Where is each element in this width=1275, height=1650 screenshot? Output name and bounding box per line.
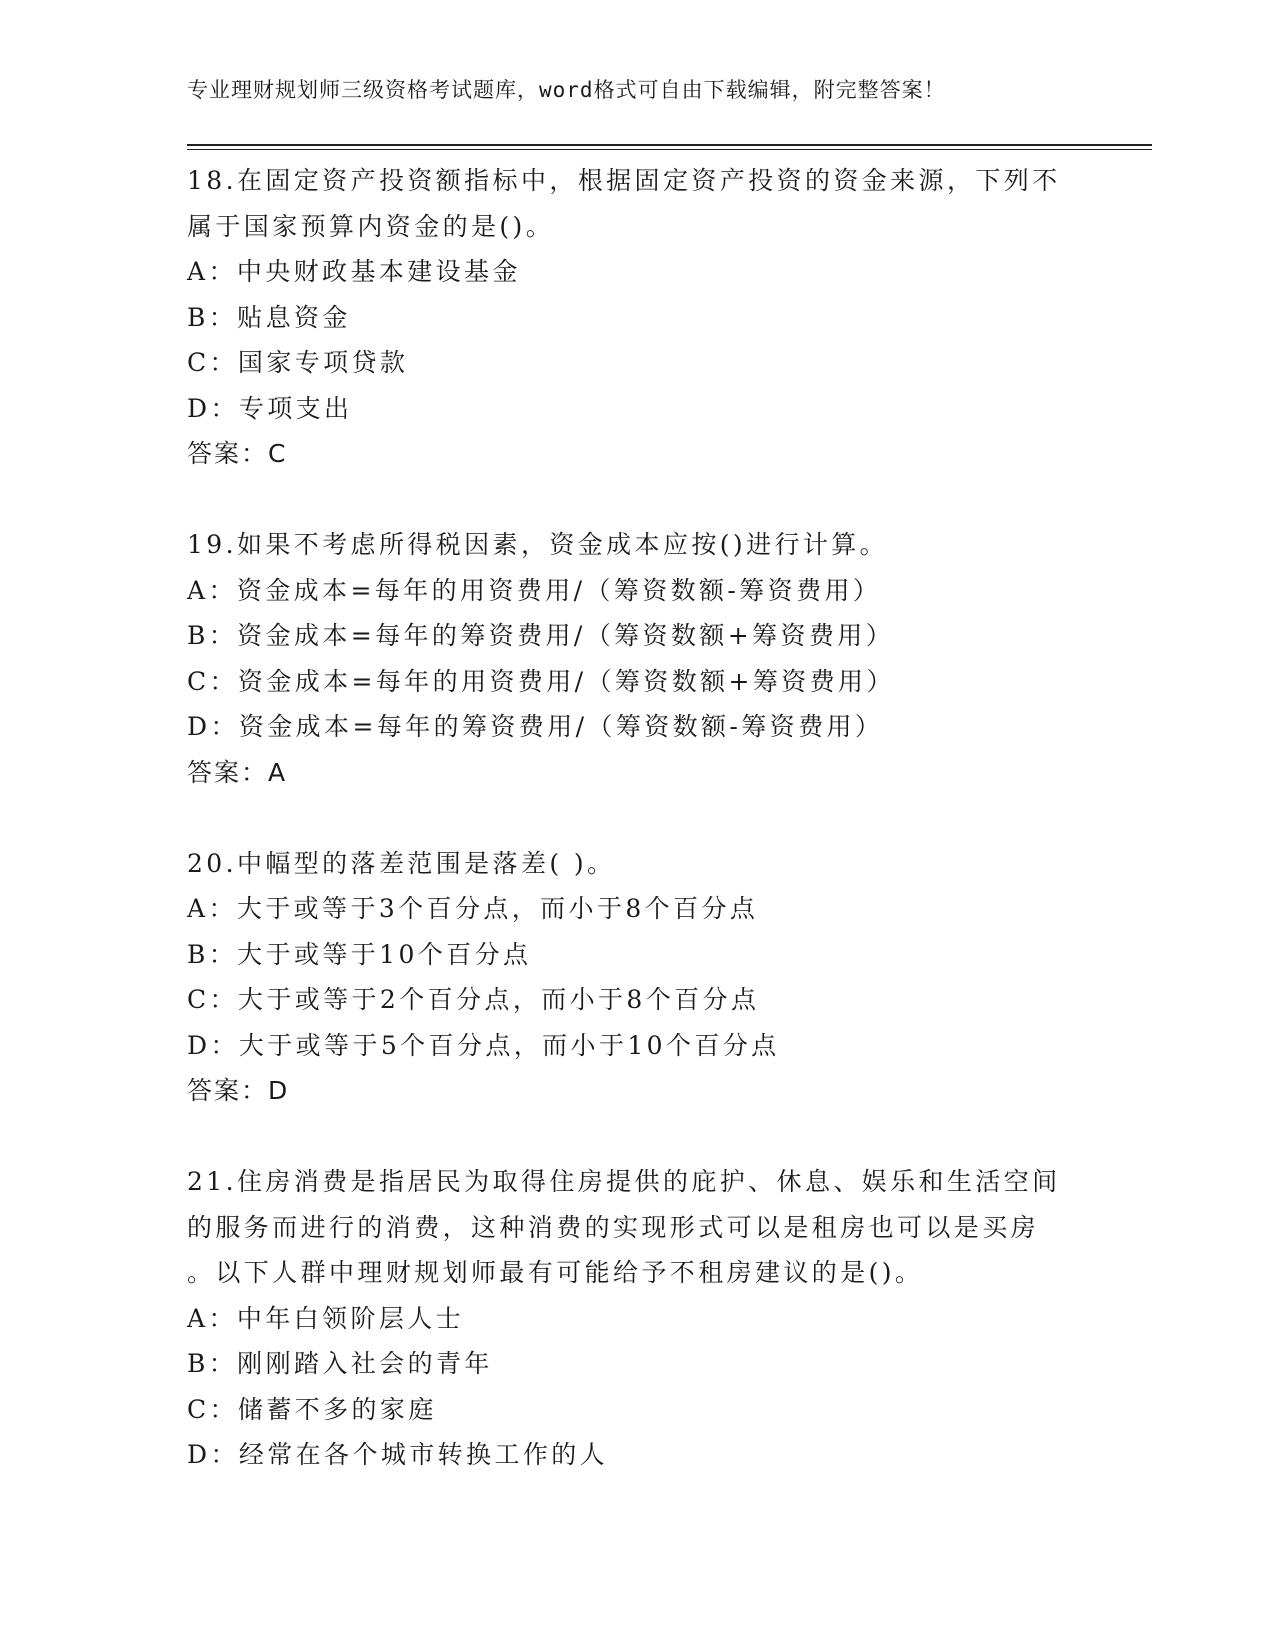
option-c: C：国家专项贷款	[187, 348, 409, 377]
option-c: C：资金成本=每年的用资费用/（筹资数额+筹资费用）	[187, 666, 895, 696]
question-list	[187, 158, 1087, 1478]
option-b: B：大于或等于10个百分点	[187, 939, 532, 969]
question-stem-line: 20.中幅型的落差范围是落差( )。	[187, 848, 616, 878]
option-a: A：中央财政基本建设基金	[187, 257, 521, 286]
header-rule-thin	[187, 149, 1152, 150]
answer-line: 答案：C	[187, 439, 288, 468]
question-stem-line: 21.住房消费是指居民为取得住房提供的庇护、休息、娱乐和生活空间	[187, 1167, 1061, 1196]
option-d: D：专项支出	[187, 393, 353, 423]
option-d: D：大于或等于5个百分点，而小于10个百分点	[187, 1030, 780, 1060]
option-d: D：资金成本=每年的筹资费用/（筹资数额-筹资费用）	[187, 712, 884, 741]
option-a: A：大于或等于3个百分点，而小于8个百分点	[187, 894, 759, 923]
option-d: D：经常在各个城市转换工作的人	[187, 1440, 609, 1469]
question-stem-line: 19.如果不考虑所得税因素，资金成本应按()进行计算。	[187, 530, 889, 559]
question-stem-line: 的服务而进行的消费，这种消费的实现形式可以是租房也可以是买房	[187, 1212, 1040, 1242]
option-b: B：贴息资金	[187, 302, 351, 332]
option-c: C：大于或等于2个百分点，而小于8个百分点	[187, 985, 760, 1014]
question-spacer	[187, 477, 1087, 523]
question-stem-line: 。以下人群中理财规划师最有可能给予不租房建议的是()。	[187, 1258, 924, 1287]
option-a: A：中年白领阶层人士	[187, 1303, 465, 1333]
option-a: A：资金成本=每年的用资费用/（筹资数额-筹资费用）	[187, 575, 882, 605]
option-b: B：刚刚踏入社会的青年	[187, 1349, 493, 1378]
question-spacer	[187, 795, 1087, 841]
answer-line: 答案：D	[187, 1076, 290, 1105]
page-header: 专业理财规划师三级资格考试题库，word格式可自由下载编辑，附完整答案！	[187, 78, 946, 102]
question-stem-line: 属于国家预算内资金的是()。	[187, 211, 555, 241]
question-spacer	[187, 1114, 1087, 1160]
answer-line: 答案：A	[187, 757, 288, 787]
option-c: C：储蓄不多的家庭	[187, 1394, 437, 1424]
option-b: B：资金成本=每年的筹资费用/（筹资数额+筹资费用）	[187, 621, 895, 650]
question-stem-line: 18.在固定资产投资额指标中，根据固定资产投资的资金来源，下列不	[187, 166, 1061, 195]
header-rule-thick	[187, 144, 1152, 146]
